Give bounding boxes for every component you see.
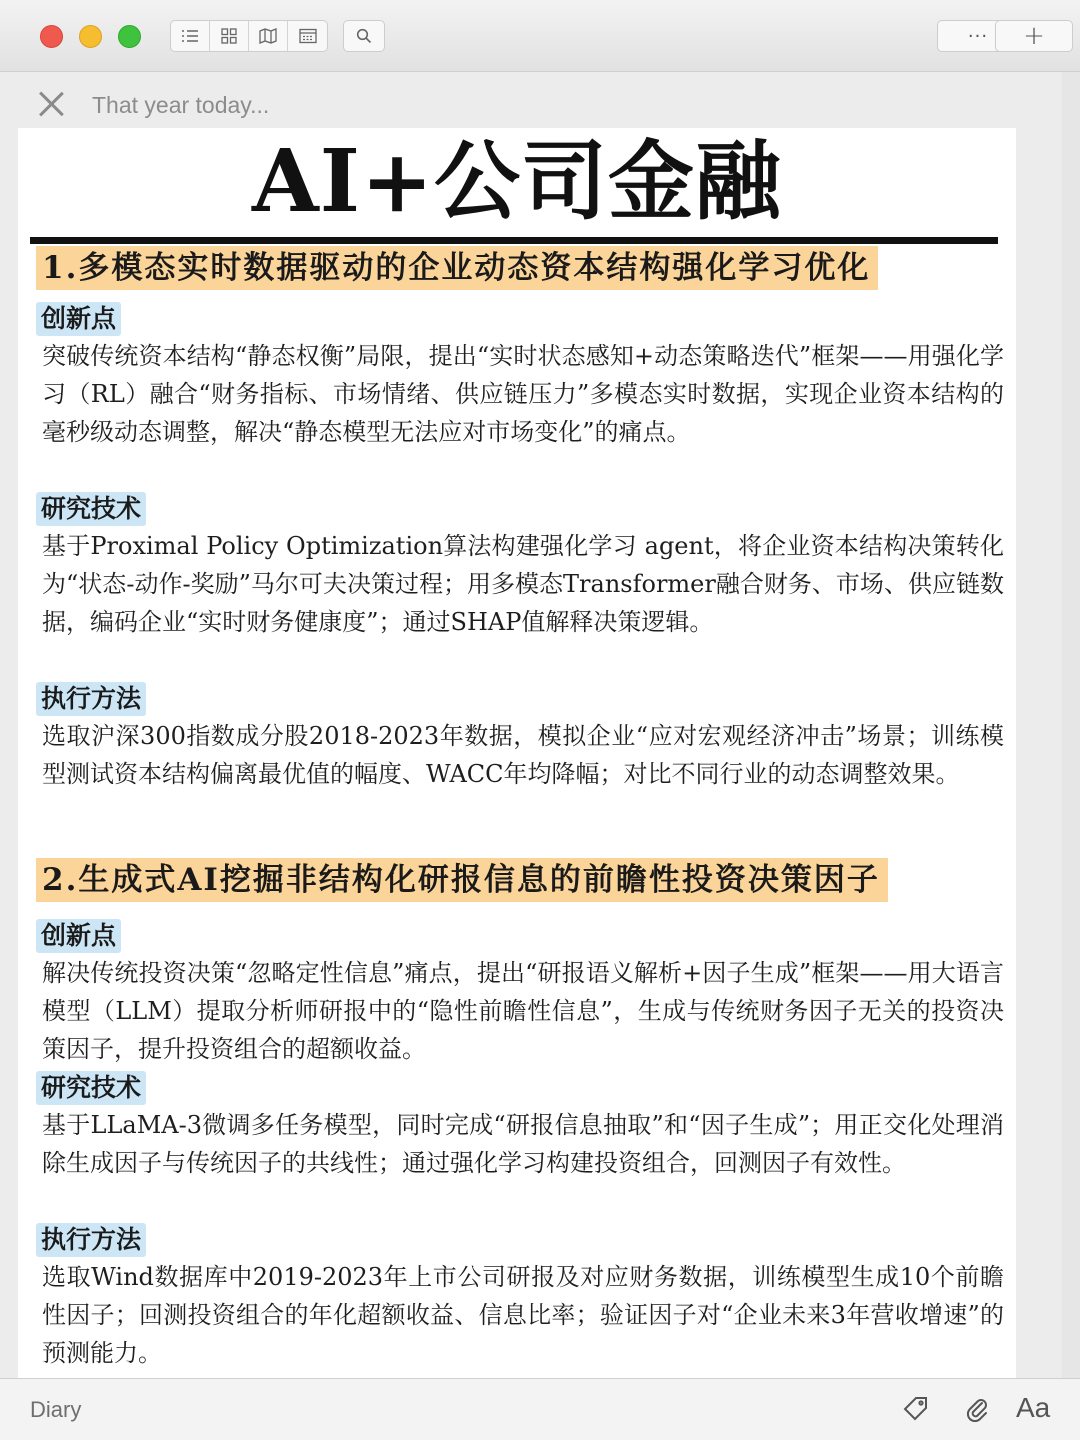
section-label: 执行方法 (36, 682, 146, 716)
scroll-track[interactable] (1062, 72, 1080, 1378)
section-heading: 2.生成式AI挖掘非结构化研报信息的前瞻性投资决策因子 (36, 858, 888, 902)
list-view-icon[interactable] (171, 21, 210, 51)
close-icon[interactable] (38, 90, 66, 118)
search-button[interactable] (343, 20, 385, 52)
search-icon[interactable] (344, 21, 384, 51)
section-label: 研究技术 (36, 492, 146, 526)
journal-selector[interactable]: Diary (30, 1397, 82, 1422)
title-divider (30, 237, 998, 244)
section-paragraph: 基于Proximal Policy Optimization算法构建强化学习 agent，将企业资本结构决策转化为“状态-动作-奖励”马尔可夫决策过程；用多模态Transformer融合财务、市场、供应链数据，编码企业“实时财务健康度”；通过SHAP值解释决策逻辑。 (42, 532, 1004, 636)
map-view-icon[interactable] (249, 21, 288, 51)
entry-title[interactable]: That year today... (92, 92, 270, 118)
close-window-button[interactable] (40, 25, 63, 48)
section-paragraph: 基于LLaMA-3微调多任务模型，同时完成“研报信息抽取”和“因子生成”；用正交化处理消除生成因子与传统因子的共线性；通过强化学习构建投资组合，回测因子有效性。 (42, 1111, 1004, 1177)
section-label: 研究技术 (36, 1071, 146, 1105)
section-label: 创新点 (36, 919, 121, 953)
more-icon[interactable]: ··· (967, 25, 989, 47)
section-paragraph: 选取沪深300指数成分股2018-2023年数据，模拟企业“应对宏观经济冲击”场景；训练模型测试资本结构偏离最优值的幅度、WACC年均降幅；对比不同行业的动态调整效果。 (42, 722, 1004, 788)
section-paragraph: 突破传统资本结构“静态权衡”局限，提出“实时状态感知+动态策略迭代”框架——用强化学习（RL）融合“财务指标、市场情绪、供应链压力”多模态实时数据，实现企业资本结构的毫秒级动态调整，解决“静态模型无法应对市场变化”的痛点。 (42, 342, 1004, 446)
view-switcher (170, 20, 328, 52)
zoom-window-button[interactable] (118, 25, 141, 48)
bottom-bar (0, 1378, 1080, 1440)
attachment-icon[interactable] (961, 1393, 993, 1425)
minimize-window-button[interactable] (79, 25, 102, 48)
grid-view-icon[interactable] (210, 21, 249, 51)
window-title-bar (0, 0, 1080, 72)
section-label: 执行方法 (36, 1223, 146, 1257)
main-title: AI+公司金融 (251, 131, 782, 232)
section-paragraph: 选取Wind数据库中2019-2023年上市公司研报及对应财务数据，训练模型生成10个前瞻性因子；回测投资组合的年化超额收益、信息比率；验证因子对“企业未来3年营收增速”的预测能力。 (42, 1263, 1004, 1367)
add-entry-button[interactable] (995, 20, 1073, 52)
calendar-view-icon[interactable] (288, 21, 327, 51)
font-settings-button[interactable]: Aa (1016, 1392, 1051, 1423)
section-paragraph: 解决传统投资决策“忽略定性信息”痛点，提出“研报语义解析+因子生成”框架——用大语言模型（LLM）提取分析师研报中的“隐性前瞻性信息”，生成与传统财务因子无关的投资决策因子，提升投资组合的超额收益。 (42, 959, 1004, 1063)
entry-content-image (18, 128, 1016, 1378)
add-icon[interactable]: + (1023, 21, 1045, 51)
tag-icon[interactable] (900, 1393, 932, 1425)
section-label: 创新点 (36, 302, 121, 336)
entry-header (0, 72, 1080, 130)
section-heading: 1.多模态实时数据驱动的企业动态资本结构强化学习优化 (36, 246, 878, 290)
